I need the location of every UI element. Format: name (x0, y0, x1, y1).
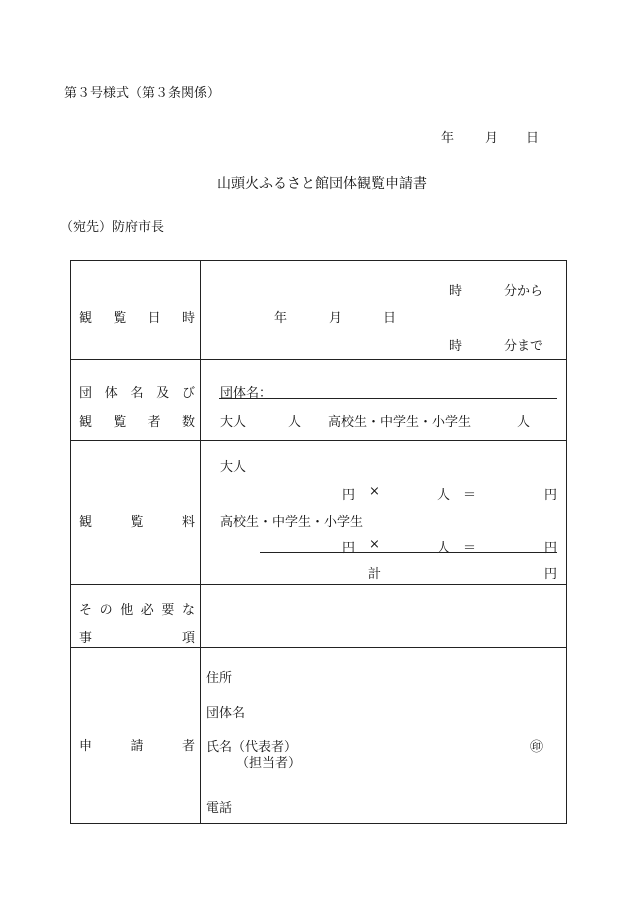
visit-datetime-label: 観 覧 日 時 (79, 311, 195, 326)
visit-hour-to-label: 時 (449, 339, 463, 354)
fee-total-yen: 円 (544, 567, 558, 582)
form-number: 第３号様式（第３条関係） (64, 86, 221, 101)
seal-mark: ㊞ (530, 740, 544, 755)
date-day-label: 日 (526, 131, 540, 146)
visit-hour-from-label: 時 (449, 284, 463, 299)
fee-adult-result-yen: 円 (544, 488, 558, 503)
other-matters-label-line2: 事 項 (79, 631, 195, 646)
fee-students-underline (260, 552, 557, 553)
adult-count-label: 大人 (220, 415, 247, 430)
group-name-underline (219, 398, 557, 399)
addressee: （宛先）防府市長 (60, 220, 165, 235)
fee-students-person: 人 (437, 541, 451, 556)
applicant-address-label: 住所 (206, 671, 233, 686)
adult-count-unit: 人 (288, 415, 302, 430)
fee-adult-times: × (369, 484, 380, 499)
row-divider (71, 584, 566, 585)
row-divider (71, 440, 566, 441)
fee-total-label: 計 (368, 567, 382, 582)
student-count-unit: 人 (517, 415, 531, 430)
group-name-field-label: 団体名： (220, 386, 273, 401)
applicant-staff-label: （担当者） (236, 756, 302, 771)
fee-adult-equals: ＝ (463, 488, 477, 503)
column-divider (200, 261, 201, 823)
visit-day-label: 日 (383, 311, 397, 326)
fee-students-label: 高校生・中学生・小学生 (220, 515, 364, 530)
application-form-table (70, 260, 567, 824)
student-count-label: 高校生・中学生・小学生 (328, 415, 472, 430)
fee-adult-yen: 円 (342, 488, 356, 503)
document-title: 山頭火ふるさと館団体観覧申請書 (217, 176, 427, 192)
date-year-label: 年 (441, 131, 455, 146)
fee-adult-label: 大人 (220, 460, 247, 475)
applicant-group-name-label: 団体名 (206, 706, 246, 721)
applicant-representative-label: 氏名（代表者） (206, 740, 298, 755)
applicant-label: 申 請 者 (79, 739, 195, 754)
fee-students-yen: 円 (342, 541, 356, 556)
fee-students-times: × (369, 537, 380, 552)
fee-students-result-yen: 円 (544, 541, 558, 556)
other-matters-label-line1: そ の 他 必 要 な (79, 603, 195, 618)
row-divider (71, 359, 566, 360)
applicant-phone-label: 電話 (206, 801, 233, 816)
group-label-line1: 団 体 名 及 び (79, 386, 195, 401)
fee-adult-person: 人 (437, 488, 451, 503)
visit-minute-from-label: 分から (504, 284, 544, 299)
fee-label: 観 覧 料 (79, 515, 195, 530)
group-label-line2: 観 覧 者 数 (79, 415, 195, 430)
date-month-label: 月 (485, 131, 499, 146)
row-divider (71, 647, 566, 648)
visit-year-label: 年 (274, 311, 288, 326)
fee-students-equals: ＝ (463, 541, 477, 556)
visit-month-label: 月 (329, 311, 343, 326)
visit-minute-to-label: 分まで (504, 339, 544, 354)
